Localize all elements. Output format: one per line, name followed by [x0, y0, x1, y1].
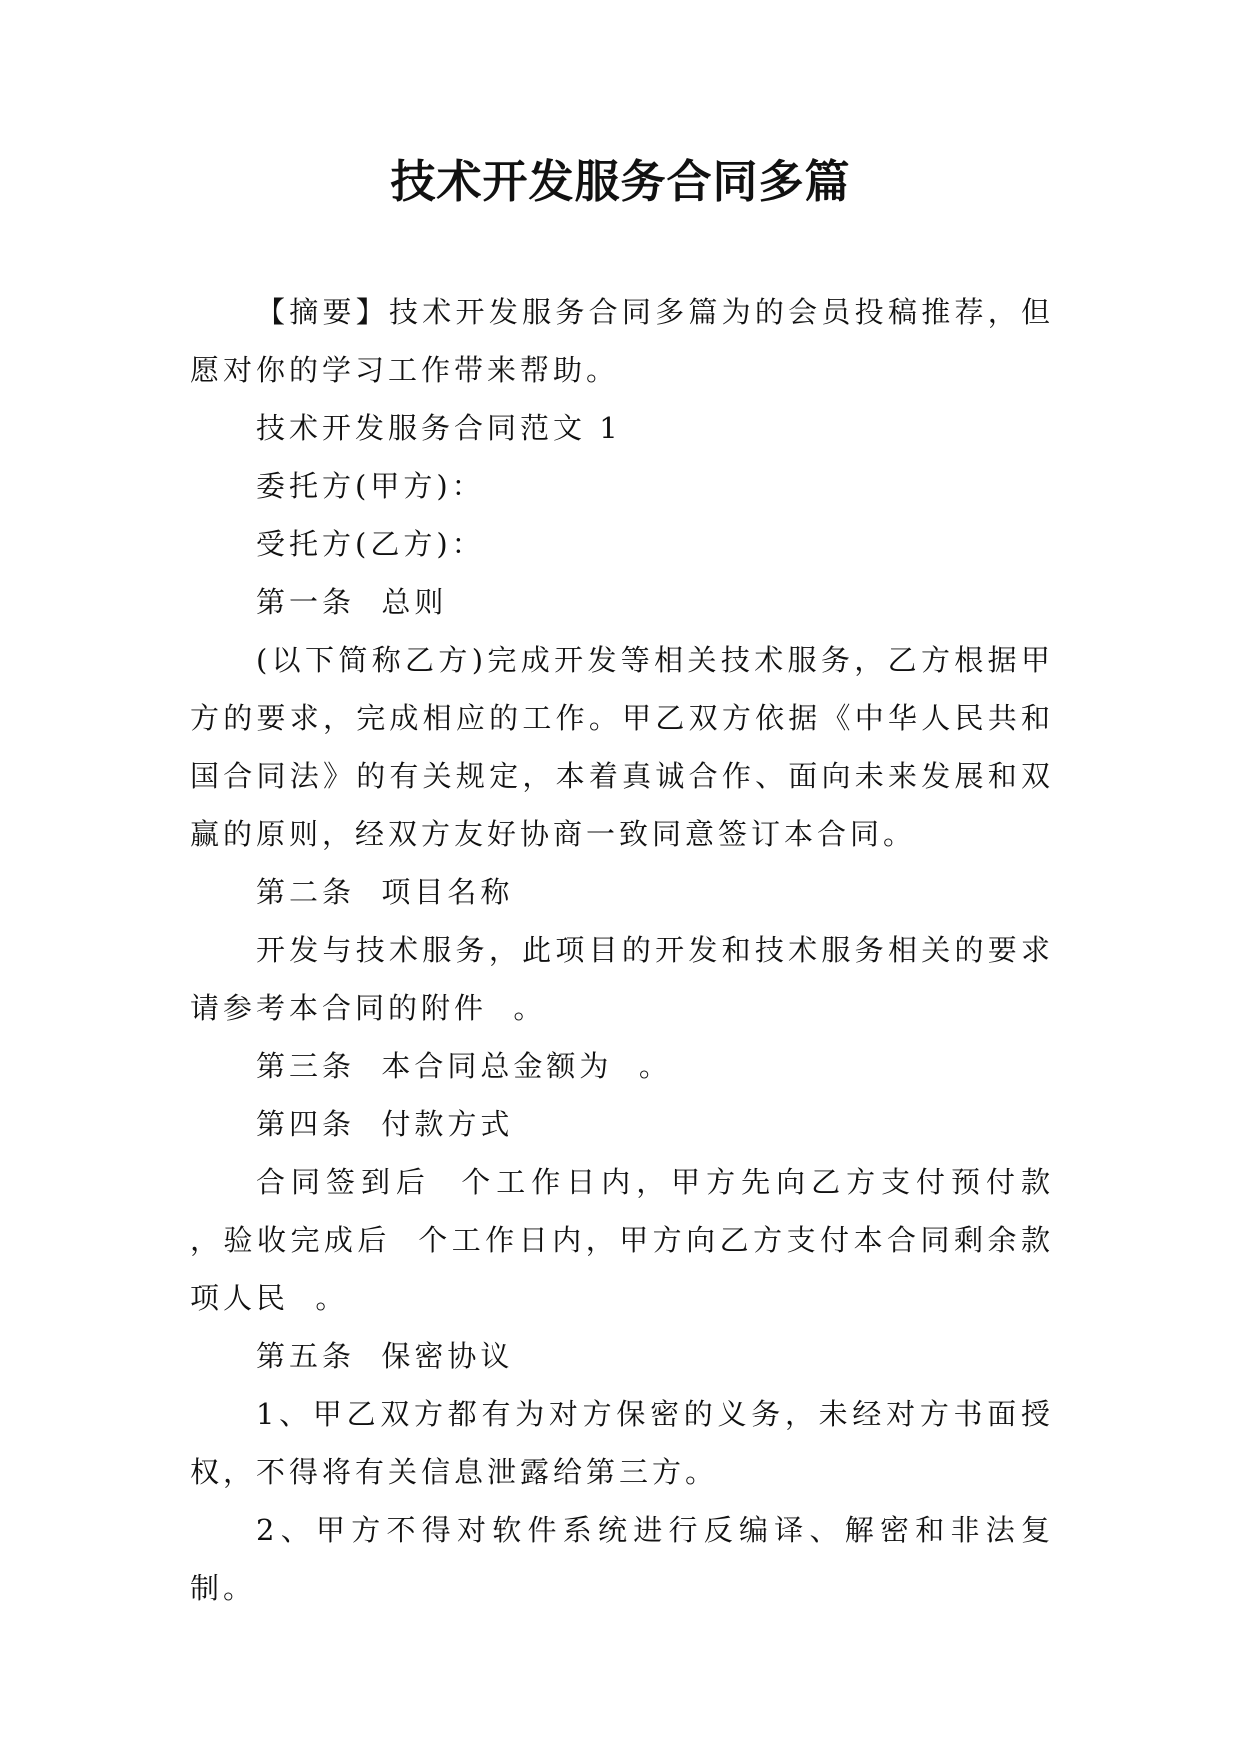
article-4-heading: 第四条 付款方式 — [256, 1107, 514, 1141]
article-2-body: 开发与技术服务，此项目的开发和技术服务相关的要求请参考本合同的附件 。 — [190, 933, 1054, 1025]
article-3-line: 第三条 本合同总金额为 。 — [256, 1049, 672, 1083]
article-1-heading: 第一条 总则 — [256, 585, 448, 619]
article-1-body: (以下简称乙方)完成开发等相关技术服务，乙方根据甲方的要求，完成相应的工作。甲乙双方依据《中华人民共和国合同法》的有关规定，本着真诚合作、面向未来发展和双赢的原则，经双方友好协商一致同意签订本合同。 — [190, 643, 1054, 851]
party-a-line: 委托方(甲方)： — [256, 469, 485, 503]
article-5-item-2: 2、甲方不得对软件系统进行反编译、解密和非法复制。 — [190, 1513, 1054, 1605]
party-b-line: 受托方(乙方)： — [256, 527, 485, 561]
article-2-heading: 第二条 项目名称 — [256, 875, 514, 909]
article-5-item-1: 1、甲乙双方都有为对方保密的义务，未经对方书面授权，不得将有关信息泄露给第三方。 — [190, 1397, 1054, 1489]
document-title: 技术开发服务合同多篇 — [390, 155, 851, 208]
document-body — [190, 283, 1081, 1617]
abstract-paragraph: 【摘要】技术开发服务合同多篇为的会员投稿推荐，但愿对你的学习工作带来帮助。 — [190, 295, 1054, 387]
sample-heading: 技术开发服务合同范文 1 — [256, 411, 622, 445]
article-4-body: 合同签到后 个工作日内，甲方先向乙方支付预付款 ，验收完成后 个工作日内，甲方向乙方支付本合同剩余款项人民 。 — [190, 1165, 1081, 1315]
article-5-heading: 第五条 保密协议 — [256, 1339, 514, 1373]
